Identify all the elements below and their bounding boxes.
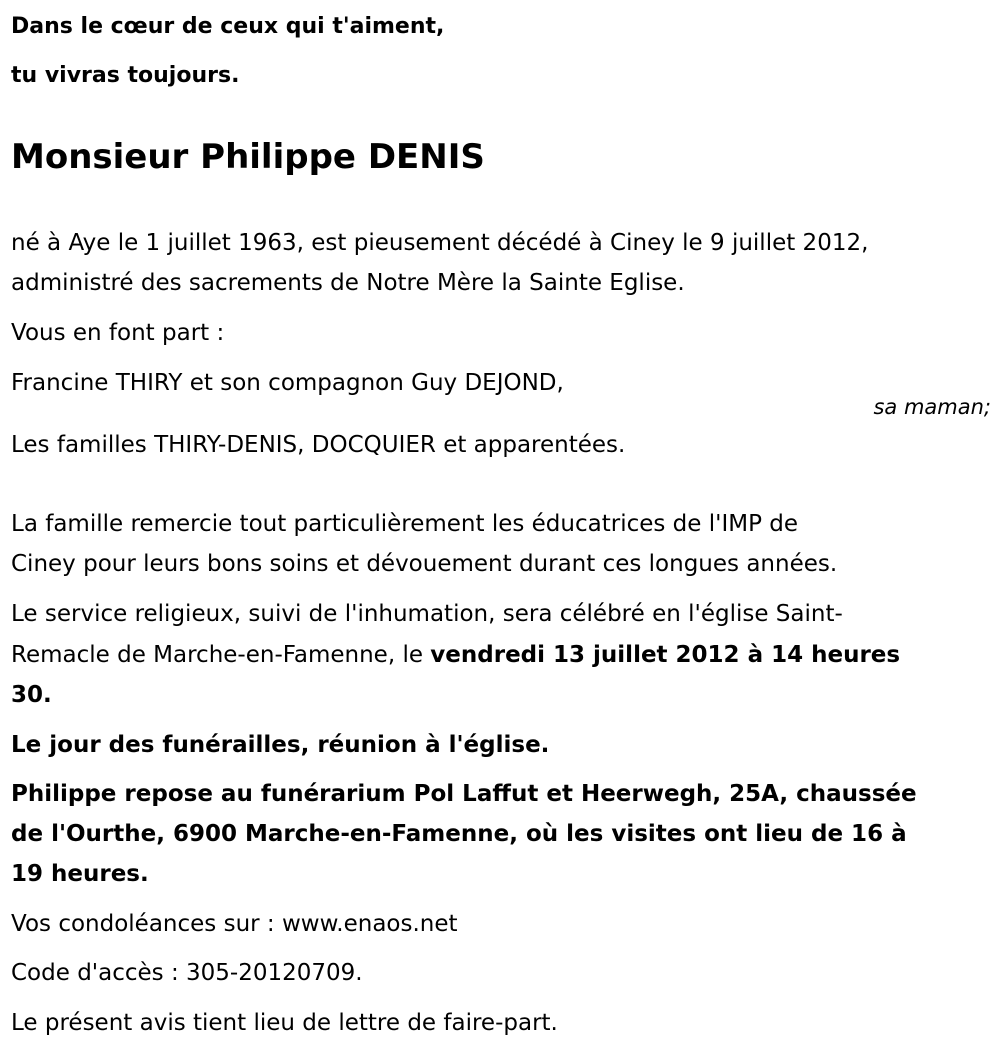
- notice-line: Le présent avis tient lieu de lettre de faire-part.: [11, 1010, 558, 1036]
- mother-line: Francine THIRY et son compagnon Guy DEJOND,: [11, 370, 564, 396]
- birth-death-line-2: administré des sacrements de Notre Mère la Sainte Eglise.: [11, 270, 685, 296]
- service-place-text: Remacle de Marche-en-Famenne, le: [11, 642, 431, 668]
- funeral-home-line-3: 19 heures.: [11, 861, 149, 887]
- families-line: Les familles THIRY-DENIS, DOCQUIER et apparentées.: [11, 432, 626, 458]
- service-date-text: vendredi 13 juillet 2012 à 14 heures: [430, 642, 901, 668]
- announce-text: Vous en font part :: [11, 320, 225, 346]
- mother-role: sa maman;: [873, 395, 991, 419]
- birth-death-line-1: né à Aye le 1 juillet 1963, est pieusement décédé à Ciney le 9 juillet 2012,: [11, 230, 869, 256]
- verse-line-1: Dans le cœur de ceux qui t'aiment,: [11, 14, 445, 39]
- funeral-home-line-1: Philippe repose au funérarium Pol Laffut et Heerwegh, 25A, chaussée: [11, 781, 917, 807]
- thanks-line-2: Ciney pour leurs bons soins et dévouement durant ces longues années.: [11, 551, 838, 577]
- service-line-2: [11, 640, 900, 670]
- service-line-3: 30.: [11, 682, 52, 708]
- service-line-1: Le service religieux, suivi de l'inhumation, sera célébré en l'église Saint-: [11, 601, 843, 627]
- funeral-home-line-2: de l'Ourthe, 6900 Marche-en-Famenne, où les visites ont lieu de 16 à: [11, 821, 907, 847]
- verse-line-2: tu vivras toujours.: [11, 63, 240, 88]
- condolences-line: Vos condoléances sur : www.enaos.net: [11, 911, 458, 937]
- meeting-line: Le jour des funérailles, réunion à l'église.: [11, 732, 550, 758]
- thanks-line-1: La famille remercie tout particulièrement les éducatrices de l'IMP de: [11, 511, 799, 537]
- deceased-name: Monsieur Philippe DENIS: [11, 137, 485, 177]
- access-code-line: Code d'accès : 305-20120709.: [11, 960, 363, 986]
